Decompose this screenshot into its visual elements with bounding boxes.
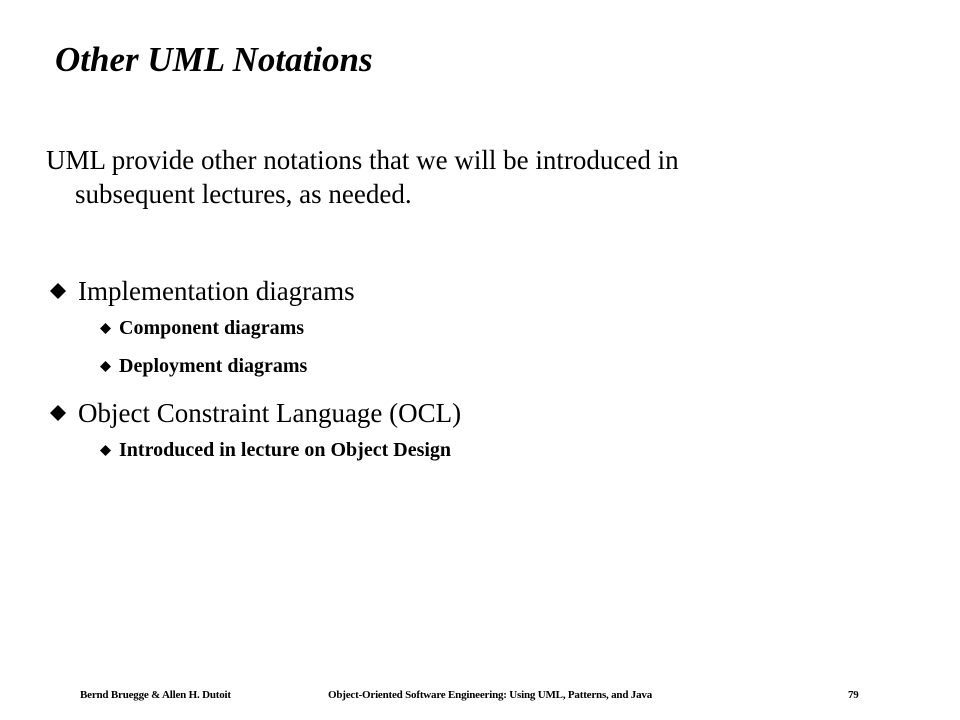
diamond-bullet-icon <box>100 361 119 372</box>
sub-bullet-text: Introduced in lecture on Object Design <box>119 439 452 462</box>
bullet-text: Implementation diagrams <box>78 275 355 306</box>
bullet-ocl <box>50 393 461 430</box>
footer-book-title: Object-Oriented Software Engineering: Using UML, Patterns, and Java <box>328 689 653 701</box>
bullet-text: Object Constraint Language (OCL) <box>78 397 462 428</box>
diamond-bullet-icon <box>50 283 78 299</box>
sub-bullet-text: Deployment diagrams <box>119 355 308 378</box>
diamond-bullet-icon <box>100 323 119 334</box>
page-number: 79 <box>848 689 859 701</box>
slide-title: Other UML Notations <box>55 40 373 79</box>
sub-bullet-introduced-ocl <box>100 436 451 463</box>
intro-line-2: subsequent lectures, as needed. <box>75 179 412 209</box>
diamond-bullet-icon <box>100 445 119 456</box>
sub-bullet-component-diagrams <box>100 314 304 341</box>
intro-line-1: UML provide other notations that we will be introduced in <box>46 145 679 175</box>
bullet-implementation-diagrams <box>50 271 355 308</box>
intro-paragraph <box>46 143 846 211</box>
sub-bullet-text: Component diagrams <box>119 317 305 340</box>
diamond-bullet-icon <box>50 405 78 421</box>
footer-authors: Bernd Bruegge & Allen H. Dutoit <box>80 689 231 701</box>
sub-bullet-deployment-diagrams <box>100 352 307 379</box>
